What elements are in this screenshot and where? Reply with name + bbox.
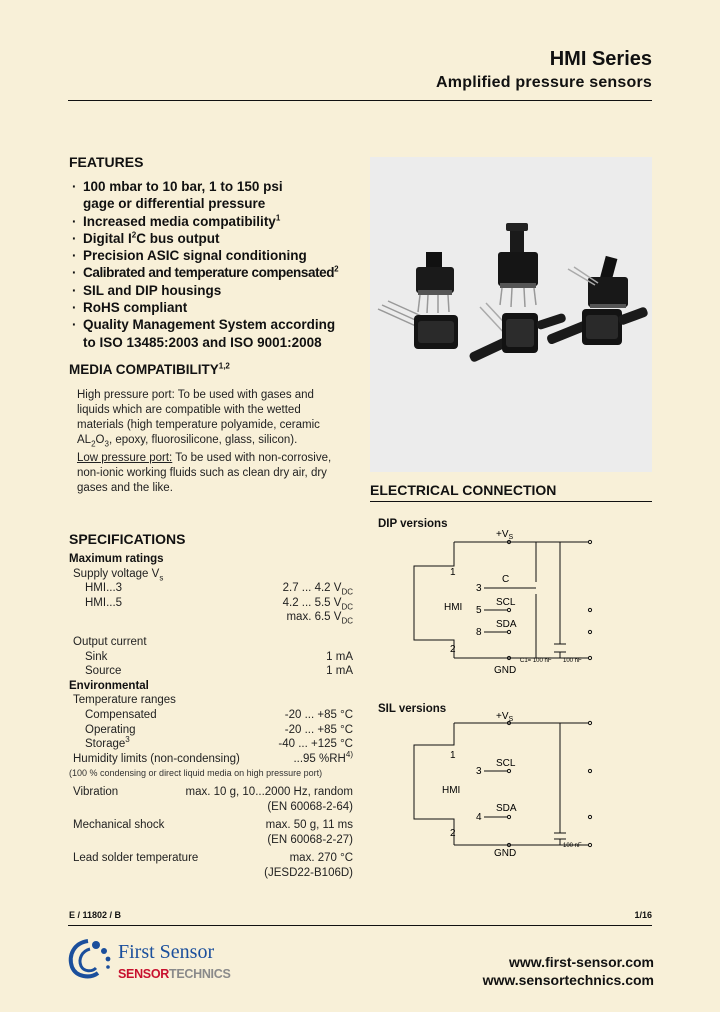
dip-hmi-box xyxy=(414,542,454,658)
dip-gnd-label: GND xyxy=(494,665,517,676)
sil-sda-label: SDA xyxy=(496,803,517,814)
features-list xyxy=(69,178,369,351)
sensor-sil-tube-right xyxy=(546,306,649,345)
sensor-dip-small xyxy=(416,252,454,313)
dip-c2-label: 100 nF xyxy=(563,658,582,664)
page-number: 1/16 xyxy=(634,910,652,920)
spec-row: (EN 60068-2-27) xyxy=(267,833,353,846)
spec-row: (100 % condensing or direct liquid media on high pressure port) xyxy=(69,768,323,779)
dip-schematic xyxy=(370,520,652,690)
spec-row: HMI...5 4.2 ... 5.5 $V_{DC}$ xyxy=(85,596,353,612)
sil-gnd-label: GND xyxy=(494,848,517,859)
media-paragraph-1: High pressure port: To be used with gases and liquids which are compatible with the wetted materials (high temperature polyamide, ceramic $AL_2O_3$, epoxy, fluorosilicone, glass, silicon). xyxy=(77,389,320,449)
dip-hmi-label: HMI xyxy=(444,602,463,613)
spec-row: Environmental xyxy=(69,679,149,692)
feature-item-cont: to ISO 13485:2003 and ISO 9001:2008 xyxy=(83,334,322,350)
electrical-divider xyxy=(370,501,652,502)
sensor-dip-double xyxy=(498,223,538,307)
spec-row: Mechanical shock max. 50 g, 11 ms xyxy=(73,819,353,832)
company-logo xyxy=(66,935,266,985)
dip-pin1: 1 xyxy=(450,567,456,578)
sil-pin4: 4 xyxy=(476,812,482,823)
feature-item: · 100 mbar to 10 bar, 1 to 150 psi xyxy=(69,178,369,195)
header-divider xyxy=(68,100,652,101)
dip-c-label: C xyxy=(502,574,510,585)
product-photo xyxy=(370,157,652,472)
dip-pin2: 2 xyxy=(450,644,456,655)
spec-row: (EN 60068-2-64) xyxy=(267,800,353,813)
media-heading: MEDIA COMPATIBILITY$^{1,2}$ xyxy=(69,361,230,377)
page-title: HMI Series xyxy=(549,48,652,70)
sil-title: SIL versions xyxy=(378,703,447,715)
spec-row: Sink 1 mA xyxy=(85,650,353,663)
sensor-sil-tube xyxy=(468,303,567,363)
page-subtitle: Amplified pressure sensors xyxy=(436,74,652,91)
dip-scl-label: SCL xyxy=(496,597,516,608)
feature-item: · Quality Management System according xyxy=(69,316,369,333)
dip-pin8: 8 xyxy=(476,627,482,638)
sil-vs-label: $+V_S$ xyxy=(496,711,514,723)
spec-row: Vibration max. 10 g, 10...2000 Hz, random xyxy=(73,785,353,798)
spec-row: Operating -20 ... +85 °C xyxy=(85,723,353,736)
sil-hmi-label: HMI xyxy=(442,785,461,796)
dip-vs-label: $+V_S$ xyxy=(496,529,514,541)
dip-c1-label: C1= 100 nF xyxy=(520,658,552,664)
dip-title: DIP versions xyxy=(378,518,448,530)
dip-sda-label: SDA xyxy=(496,619,517,630)
dip-pin5: 5 xyxy=(476,605,482,616)
spec-row: Lead solder temperature max. 270 °C xyxy=(73,852,353,865)
spec-row: Source 1 mA xyxy=(85,665,353,678)
footer-divider xyxy=(68,925,652,926)
url-first-sensor[interactable]: www.first-sensor.com xyxy=(509,954,654,970)
sil-hmi-box xyxy=(414,723,454,845)
specifications-heading: SPECIFICATIONS xyxy=(69,531,186,547)
feature-item: · Increased media compatibility$^1$ xyxy=(69,213,369,230)
url-sensortechnics[interactable]: www.sensortechnics.com xyxy=(482,972,654,988)
feature-item-cont: gage or differential pressure xyxy=(83,196,266,212)
spec-row: max. 6.5 $V_{DC}$ xyxy=(286,611,353,626)
specifications-table xyxy=(69,552,353,880)
feature-item: · Precision ASIC signal conditioning xyxy=(69,247,369,264)
feature-item: · SIL and DIP housings xyxy=(69,282,369,299)
sensor-images xyxy=(370,157,652,472)
spec-row: Supply voltage $V_s$ xyxy=(73,567,164,582)
feature-item: · RoHS compliant xyxy=(69,299,369,316)
document-id: E / 11802 / B xyxy=(69,910,122,920)
electrical-heading: ELECTRICAL CONNECTION xyxy=(370,482,557,498)
spec-row: (JESD22-B106D) xyxy=(264,866,353,879)
feature-item: · Calibrated and temperature compensated$^2$ xyxy=(69,264,369,281)
sil-schematic xyxy=(370,705,652,865)
sensor-dip-right xyxy=(568,256,628,308)
spec-row: HMI...3 2.7 ... 4.2 $V_{DC}$ xyxy=(85,582,353,597)
spec-row: Maximum ratings xyxy=(69,553,164,565)
dip-pin3: 3 xyxy=(476,583,482,594)
sil-c-label: 100 nF xyxy=(563,843,582,849)
sil-pin2: 2 xyxy=(450,828,456,839)
media-paragraph-2: Low pressure port: To be used with non-corrosive, non-ionic working fluids such as clean dry air, dry gases and the like. xyxy=(77,452,332,494)
logo-swirl-icon xyxy=(66,935,116,981)
features-heading: FEATURES xyxy=(69,154,144,170)
logo-name: First Sensor xyxy=(118,941,215,963)
sil-scl-label: SCL xyxy=(496,758,516,769)
sil-pin1: 1 xyxy=(450,750,456,761)
spec-row: Output current xyxy=(73,635,147,648)
spec-row: Storage$^3$ -40 ... +125 °C xyxy=(85,735,353,751)
spec-row: Temperature ranges xyxy=(73,694,176,707)
feature-item: · Digital $I^2C$ bus output xyxy=(69,230,369,247)
logo-tagline: SENSORTECHNICS xyxy=(118,967,231,981)
spec-row: Humidity limits (non-condensing) ...95 %RH$^{4)}$ xyxy=(73,749,353,765)
spec-row: Compensated -20 ... +85 °C xyxy=(85,708,353,721)
sil-pin3: 3 xyxy=(476,766,482,777)
